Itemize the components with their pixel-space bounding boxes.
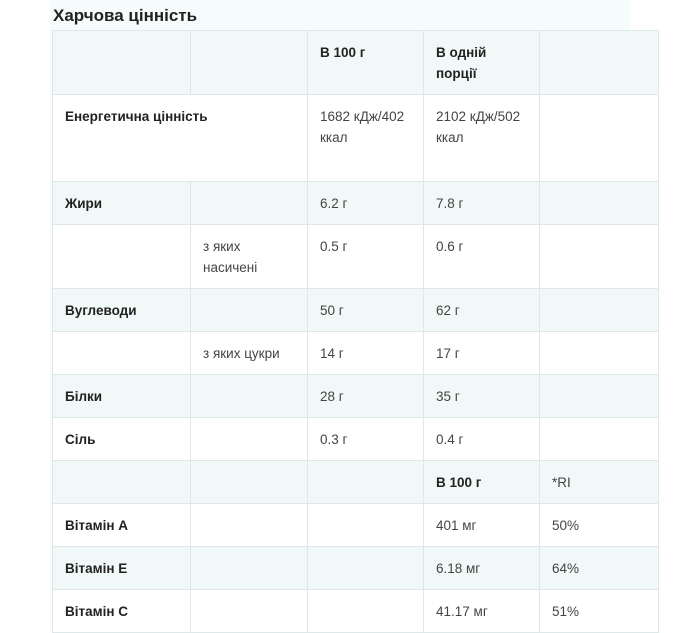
row-label-energy: Енергетична цінність	[53, 95, 308, 182]
row-sublabel-saturated: з яких насичені	[191, 225, 308, 289]
table-row	[53, 289, 659, 332]
cell-per-portion: 17 г	[424, 332, 540, 375]
table-row	[53, 225, 659, 289]
row-label-fat: Жири	[53, 182, 191, 225]
cell-ri: 51%	[540, 590, 659, 633]
row-label-vitamin-e: Вітамін E	[53, 547, 191, 590]
table-row	[53, 95, 659, 182]
cell-per-100g: 41.17 мг	[424, 590, 540, 633]
vitamin-header-ri: *RI	[540, 461, 659, 504]
cell-per-100g: 0.3 г	[308, 418, 424, 461]
table-row	[53, 182, 659, 225]
cell-per-100g: 401 мг	[424, 504, 540, 547]
nutrition-panel	[50, 0, 630, 630]
cell-per-100g: 1682 кДж/402 ккал	[308, 95, 424, 182]
table-row	[53, 547, 659, 590]
table-row	[53, 504, 659, 547]
header-per-portion: В одній порції	[424, 31, 540, 95]
row-label-carbs: Вуглеводи	[53, 289, 191, 332]
cell-per-100g: 14 г	[308, 332, 424, 375]
cell-per-portion: 35 г	[424, 375, 540, 418]
cell-per-portion: 7.8 г	[424, 182, 540, 225]
vitamin-header-per-100g: В 100 г	[424, 461, 540, 504]
cell-per-portion: 0.4 г	[424, 418, 540, 461]
cell-ri: 64%	[540, 547, 659, 590]
row-label-protein: Білки	[53, 375, 191, 418]
row-label-salt: Сіль	[53, 418, 191, 461]
row-sublabel-sugars: з яких цукри	[191, 332, 308, 375]
table-row	[53, 590, 659, 633]
cell-per-100g: 28 г	[308, 375, 424, 418]
table-row	[53, 375, 659, 418]
cell-per-100g: 6.18 мг	[424, 547, 540, 590]
cell-ri: 50%	[540, 504, 659, 547]
row-label-vitamin-c: Вітамін C	[53, 590, 191, 633]
cell-per-portion: 2102 кДж/502 ккал	[424, 95, 540, 182]
vitamin-header-row	[53, 461, 659, 504]
section-title: Харчова цінність	[53, 6, 198, 25]
cell-per-100g: 50 г	[308, 289, 424, 332]
nutrition-table	[52, 30, 659, 633]
table-row	[53, 418, 659, 461]
row-label-vitamin-a: Вітамін A	[53, 504, 191, 547]
table-header-row	[53, 31, 659, 95]
cell-per-portion: 0.6 г	[424, 225, 540, 289]
cell-per-portion: 62 г	[424, 289, 540, 332]
cell-per-100g: 6.2 г	[308, 182, 424, 225]
table-row	[53, 332, 659, 375]
cell-per-100g: 0.5 г	[308, 225, 424, 289]
header-per-100g: В 100 г	[308, 31, 424, 95]
